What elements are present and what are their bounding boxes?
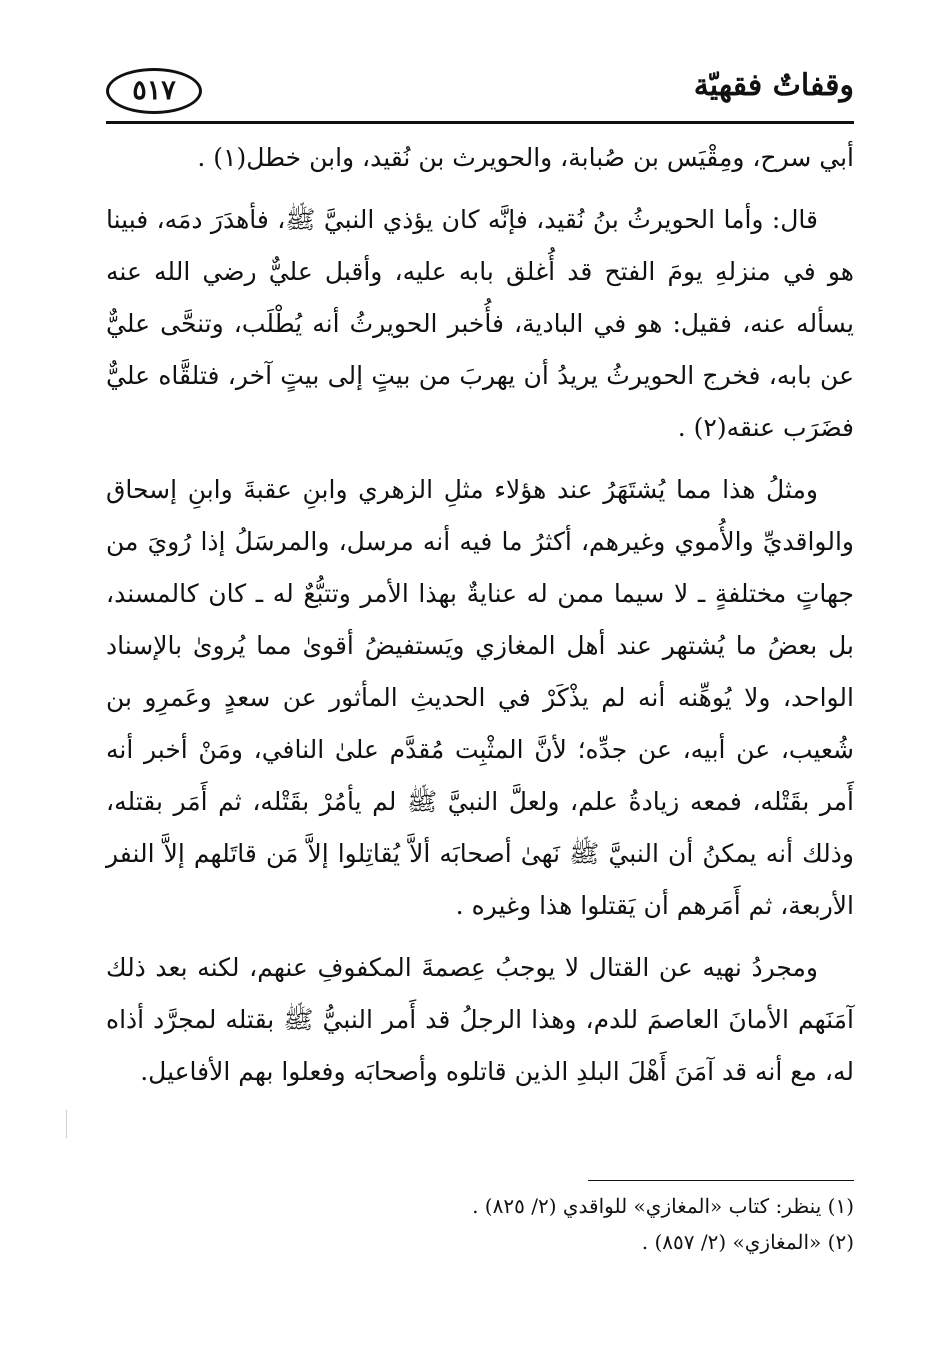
body-text [106, 132, 854, 1098]
footnote-2: (٢) «المغازي» (٢/ ٨٥٧) . [641, 1230, 854, 1254]
paragraph-3: ومثلُ هذا مما يُشتَهَرُ عند هؤلاء مثلِ الزهري وابنِ عقبةَ وابنِ إسحاق والواقديِّ والأُموي وغيرهم، أكثرُ ما فيه أنه مرسل، والمرسَلُ إذا رُويَ من جهاتٍ مختلفةٍ ـ لا سيما ممن له عنايةٌ بهذا الأمر وتتبُّعٌ له ـ كان كالمسند، بل بعضُ ما يُشتهر عند أهل المغازي ويَستفيضُ أقوىٰ مما يُرویٰ بالإسناد الواحد، ولا يُوهِّنه أنه لم يذْكَرْ في الحديثِ المأثور عن سعدٍ وعَمرِو بن شُعيب، عن أبيه، عن جدِّه؛ لأنَّ المثْبِت مُقدَّم علىٰ النافي، ومَنْ أخبر أنه أَمر بقَتْله، فمعه زيادةُ علم، ولعلَّ النبيَّ ﷺ لم يأمُرْ بقَتْله، ثم أَمَر بقتله، وذلك أنه يمكنُ أن النبيَّ ﷺ نَهىٰ أصحابَه ألاَّ يُقاتِلوا إلاَّ مَن قاتَلهم إلاَّ النفر الأربعة، ثم أَمَرهم أن يَقتلوا هذا وغيره . [106, 475, 854, 920]
paragraph-2: قال: وأما الحويرثُ بنُ نُقيد، فإنَّه كان يؤذي النبيَّ ﷺ، فأهدَرَ دمَه، فبينا هو في منزلهِ يومَ الفتح قد أُغلق بابه عليه، وأقبل عليٌّ رضي الله عنه يسأله عنه، فقيل: هو في البادية، فأُخبر الحويرثُ أنه يُطْلَب، وتنحَّى عليٌّ عن بابه، فخرج الحويرثُ يريدُ أن يهربَ من بيتٍ إلى بيتٍ آخر، فتلقَّاه عليٌّ فضَرَب عنقه(٢) . [106, 205, 854, 442]
header-rule [106, 121, 854, 124]
paragraph-4: ومجردُ نهيه عن القتال لا يوجبُ عِصمةَ المكفوفِ عنهم، لكنه بعد ذلك آمَنَهم الأمانَ العاصمَ للدم، وهذا الرجلُ قد أَمر النبيُّ ﷺ بقتله لمجرَّد أذاه له، مع أنه قد آمَنَ أَهْلَ البلدِ الذين قاتلوه وأصحابَه وفعلوا بهم الأفاعيل. [106, 953, 854, 1086]
scan-margin-mark [66, 1110, 67, 1138]
page-header [106, 58, 854, 120]
footnotes [106, 1188, 854, 1260]
page-number-badge: ٥١٧ [106, 68, 202, 114]
footnote-1: (١) ينظر: كتاب «المغازي» للواقدي (٢/ ٨٢٥) . [472, 1194, 854, 1218]
paragraph-1: أبي سرح، ومِقْيَس بن صُبابة، والحويرث بن نُقيد، وابن خطل(١) . [197, 143, 854, 172]
footnote-rule [588, 1180, 854, 1181]
running-title: وقفاتٌ فقهيّة [693, 68, 854, 103]
